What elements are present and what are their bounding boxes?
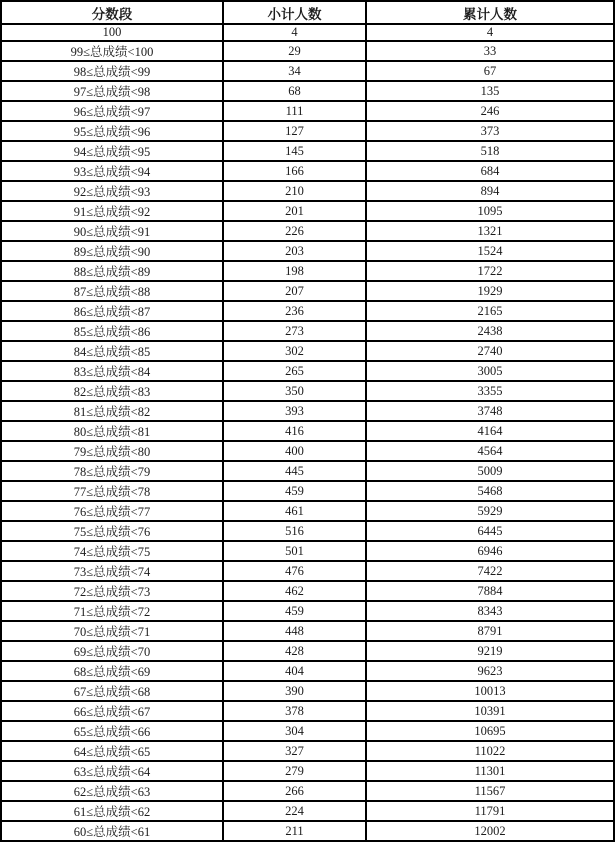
cumulative-cell: 373 bbox=[366, 121, 614, 141]
cumulative-cell: 5468 bbox=[366, 481, 614, 501]
subtotal-cell: 236 bbox=[223, 301, 366, 321]
subtotal-cell: 400 bbox=[223, 441, 366, 461]
table-row bbox=[1, 181, 614, 201]
subtotal-cell: 378 bbox=[223, 701, 366, 721]
table-row bbox=[1, 601, 614, 621]
score-range-cell: 87≤总成绩<88 bbox=[1, 281, 223, 301]
cumulative-cell: 8791 bbox=[366, 621, 614, 641]
subtotal-cell: 304 bbox=[223, 721, 366, 741]
cumulative-cell: 1321 bbox=[366, 221, 614, 241]
subtotal-cell: 34 bbox=[223, 61, 366, 81]
table-row bbox=[1, 721, 614, 741]
cumulative-cell: 11567 bbox=[366, 781, 614, 801]
score-range-cell: 72≤总成绩<73 bbox=[1, 581, 223, 601]
subtotal-cell: 390 bbox=[223, 681, 366, 701]
subtotal-cell: 327 bbox=[223, 741, 366, 761]
table-row bbox=[1, 641, 614, 661]
table-row bbox=[1, 381, 614, 401]
score-range-cell: 95≤总成绩<96 bbox=[1, 121, 223, 141]
subtotal-cell: 416 bbox=[223, 421, 366, 441]
subtotal-cell: 279 bbox=[223, 761, 366, 781]
cumulative-cell: 1722 bbox=[366, 261, 614, 281]
table-row bbox=[1, 41, 614, 61]
score-range-cell: 65≤总成绩<66 bbox=[1, 721, 223, 741]
subtotal-cell: 302 bbox=[223, 341, 366, 361]
score-range-cell: 84≤总成绩<85 bbox=[1, 341, 223, 361]
table-row bbox=[1, 221, 614, 241]
table-row bbox=[1, 661, 614, 681]
score-range-cell: 85≤总成绩<86 bbox=[1, 321, 223, 341]
cumulative-cell: 4 bbox=[366, 24, 614, 41]
table-body bbox=[1, 24, 614, 841]
table-row bbox=[1, 361, 614, 381]
subtotal-cell: 273 bbox=[223, 321, 366, 341]
table-row bbox=[1, 581, 614, 601]
score-range-cell: 60≤总成绩<61 bbox=[1, 821, 223, 841]
cumulative-cell: 9623 bbox=[366, 661, 614, 681]
table-row bbox=[1, 161, 614, 181]
table-row bbox=[1, 801, 614, 821]
header-subtotal-count: 小计人数 bbox=[223, 1, 366, 24]
table-row bbox=[1, 741, 614, 761]
cumulative-cell: 894 bbox=[366, 181, 614, 201]
table-row bbox=[1, 701, 614, 721]
table-row bbox=[1, 141, 614, 161]
score-range-cell: 70≤总成绩<71 bbox=[1, 621, 223, 641]
subtotal-cell: 111 bbox=[223, 101, 366, 121]
subtotal-cell: 448 bbox=[223, 621, 366, 641]
table-row bbox=[1, 101, 614, 121]
table-row bbox=[1, 261, 614, 281]
table-row bbox=[1, 561, 614, 581]
header-cumulative-count: 累计人数 bbox=[366, 1, 614, 24]
subtotal-cell: 224 bbox=[223, 801, 366, 821]
cumulative-cell: 7422 bbox=[366, 561, 614, 581]
table-row bbox=[1, 441, 614, 461]
score-range-cell: 71≤总成绩<72 bbox=[1, 601, 223, 621]
table-row bbox=[1, 821, 614, 841]
cumulative-cell: 4164 bbox=[366, 421, 614, 441]
score-range-cell: 97≤总成绩<98 bbox=[1, 81, 223, 101]
subtotal-cell: 476 bbox=[223, 561, 366, 581]
cumulative-cell: 6445 bbox=[366, 521, 614, 541]
cumulative-cell: 1524 bbox=[366, 241, 614, 261]
score-range-cell: 86≤总成绩<87 bbox=[1, 301, 223, 321]
score-range-cell: 98≤总成绩<99 bbox=[1, 61, 223, 81]
cumulative-cell: 11791 bbox=[366, 801, 614, 821]
subtotal-cell: 210 bbox=[223, 181, 366, 201]
subtotal-cell: 501 bbox=[223, 541, 366, 561]
table-row bbox=[1, 501, 614, 521]
subtotal-cell: 445 bbox=[223, 461, 366, 481]
cumulative-cell: 12002 bbox=[366, 821, 614, 841]
score-range-cell: 80≤总成绩<81 bbox=[1, 421, 223, 441]
score-range-cell: 73≤总成绩<74 bbox=[1, 561, 223, 581]
score-range-cell: 81≤总成绩<82 bbox=[1, 401, 223, 421]
subtotal-cell: 266 bbox=[223, 781, 366, 801]
table-row bbox=[1, 781, 614, 801]
score-range-cell: 76≤总成绩<77 bbox=[1, 501, 223, 521]
score-range-cell: 67≤总成绩<68 bbox=[1, 681, 223, 701]
score-range-cell: 79≤总成绩<80 bbox=[1, 441, 223, 461]
cumulative-cell: 1095 bbox=[366, 201, 614, 221]
subtotal-cell: 462 bbox=[223, 581, 366, 601]
subtotal-cell: 203 bbox=[223, 241, 366, 261]
cumulative-cell: 135 bbox=[366, 81, 614, 101]
score-range-cell: 99≤总成绩<100 bbox=[1, 41, 223, 61]
cumulative-cell: 3355 bbox=[366, 381, 614, 401]
cumulative-cell: 3005 bbox=[366, 361, 614, 381]
score-range-cell: 96≤总成绩<97 bbox=[1, 101, 223, 121]
score-range-cell: 63≤总成绩<64 bbox=[1, 761, 223, 781]
cumulative-cell: 1929 bbox=[366, 281, 614, 301]
table-row bbox=[1, 61, 614, 81]
subtotal-cell: 393 bbox=[223, 401, 366, 421]
table-row bbox=[1, 421, 614, 441]
cumulative-cell: 2438 bbox=[366, 321, 614, 341]
cumulative-cell: 5929 bbox=[366, 501, 614, 521]
score-range-cell: 78≤总成绩<79 bbox=[1, 461, 223, 481]
table-row bbox=[1, 401, 614, 421]
score-range-cell: 89≤总成绩<90 bbox=[1, 241, 223, 261]
table-row bbox=[1, 81, 614, 101]
score-range-cell: 92≤总成绩<93 bbox=[1, 181, 223, 201]
score-range-cell: 83≤总成绩<84 bbox=[1, 361, 223, 381]
score-range-cell: 93≤总成绩<94 bbox=[1, 161, 223, 181]
table-row bbox=[1, 761, 614, 781]
subtotal-cell: 29 bbox=[223, 41, 366, 61]
subtotal-cell: 461 bbox=[223, 501, 366, 521]
cumulative-cell: 5009 bbox=[366, 461, 614, 481]
score-range-cell: 91≤总成绩<92 bbox=[1, 201, 223, 221]
score-range-cell: 90≤总成绩<91 bbox=[1, 221, 223, 241]
score-range-cell: 82≤总成绩<83 bbox=[1, 381, 223, 401]
subtotal-cell: 428 bbox=[223, 641, 366, 661]
table-row bbox=[1, 461, 614, 481]
score-range-cell: 66≤总成绩<67 bbox=[1, 701, 223, 721]
header-row bbox=[1, 1, 614, 24]
cumulative-cell: 10695 bbox=[366, 721, 614, 741]
subtotal-cell: 459 bbox=[223, 481, 366, 501]
score-range-cell: 68≤总成绩<69 bbox=[1, 661, 223, 681]
table-row bbox=[1, 281, 614, 301]
score-range-cell: 100 bbox=[1, 24, 223, 41]
table-row bbox=[1, 521, 614, 541]
subtotal-cell: 68 bbox=[223, 81, 366, 101]
subtotal-cell: 166 bbox=[223, 161, 366, 181]
cumulative-cell: 3748 bbox=[366, 401, 614, 421]
score-range-cell: 94≤总成绩<95 bbox=[1, 141, 223, 161]
subtotal-cell: 145 bbox=[223, 141, 366, 161]
cumulative-cell: 2165 bbox=[366, 301, 614, 321]
table-row bbox=[1, 241, 614, 261]
table-row bbox=[1, 24, 614, 41]
cumulative-cell: 10013 bbox=[366, 681, 614, 701]
subtotal-cell: 265 bbox=[223, 361, 366, 381]
cumulative-cell: 10391 bbox=[366, 701, 614, 721]
cumulative-cell: 67 bbox=[366, 61, 614, 81]
cumulative-cell: 7884 bbox=[366, 581, 614, 601]
score-range-cell: 77≤总成绩<78 bbox=[1, 481, 223, 501]
subtotal-cell: 4 bbox=[223, 24, 366, 41]
subtotal-cell: 516 bbox=[223, 521, 366, 541]
cumulative-cell: 684 bbox=[366, 161, 614, 181]
table-row bbox=[1, 681, 614, 701]
subtotal-cell: 404 bbox=[223, 661, 366, 681]
cumulative-cell: 33 bbox=[366, 41, 614, 61]
cumulative-cell: 8343 bbox=[366, 601, 614, 621]
cumulative-cell: 6946 bbox=[366, 541, 614, 561]
table-row bbox=[1, 121, 614, 141]
subtotal-cell: 459 bbox=[223, 601, 366, 621]
table-row bbox=[1, 541, 614, 561]
score-range-cell: 74≤总成绩<75 bbox=[1, 541, 223, 561]
cumulative-cell: 518 bbox=[366, 141, 614, 161]
subtotal-cell: 226 bbox=[223, 221, 366, 241]
subtotal-cell: 211 bbox=[223, 821, 366, 841]
subtotal-cell: 201 bbox=[223, 201, 366, 221]
table-row bbox=[1, 481, 614, 501]
cumulative-cell: 11022 bbox=[366, 741, 614, 761]
header-score-range: 分数段 bbox=[1, 1, 223, 24]
score-range-cell: 61≤总成绩<62 bbox=[1, 801, 223, 821]
score-range-cell: 69≤总成绩<70 bbox=[1, 641, 223, 661]
cumulative-cell: 11301 bbox=[366, 761, 614, 781]
score-range-cell: 64≤总成绩<65 bbox=[1, 741, 223, 761]
subtotal-cell: 207 bbox=[223, 281, 366, 301]
score-range-cell: 88≤总成绩<89 bbox=[1, 261, 223, 281]
table-row bbox=[1, 201, 614, 221]
cumulative-cell: 9219 bbox=[366, 641, 614, 661]
table-row bbox=[1, 321, 614, 341]
cumulative-cell: 2740 bbox=[366, 341, 614, 361]
score-range-cell: 62≤总成绩<63 bbox=[1, 781, 223, 801]
cumulative-cell: 4564 bbox=[366, 441, 614, 461]
subtotal-cell: 198 bbox=[223, 261, 366, 281]
table-row bbox=[1, 301, 614, 321]
cumulative-cell: 246 bbox=[366, 101, 614, 121]
score-range-cell: 75≤总成绩<76 bbox=[1, 521, 223, 541]
table-row bbox=[1, 341, 614, 361]
subtotal-cell: 127 bbox=[223, 121, 366, 141]
subtotal-cell: 350 bbox=[223, 381, 366, 401]
table-row bbox=[1, 621, 614, 641]
